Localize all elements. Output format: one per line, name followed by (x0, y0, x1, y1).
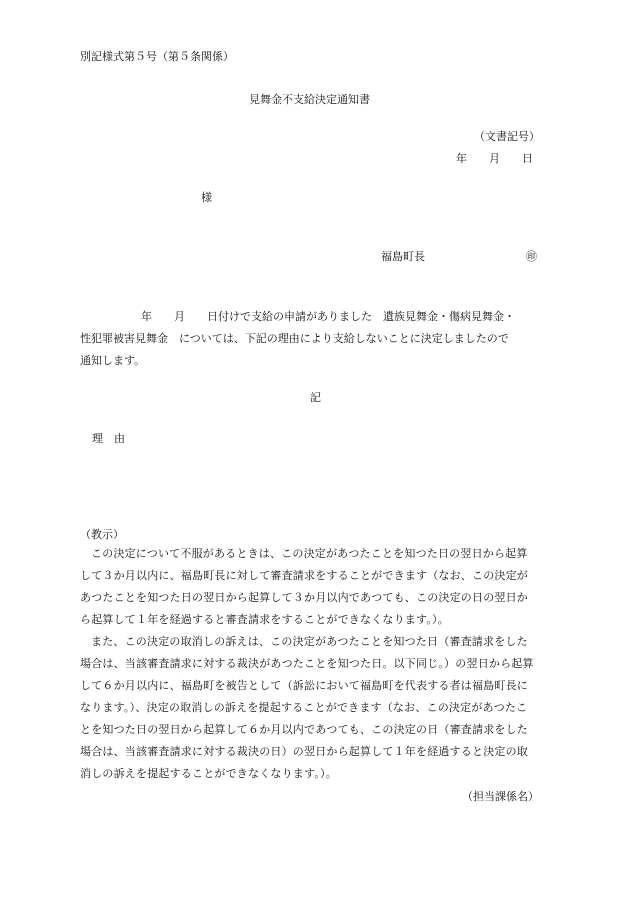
notice-paragraph-1 (80, 543, 556, 631)
addressee-suffix: 様 (201, 191, 212, 204)
ki-heading: 記 (310, 391, 321, 404)
contact-department: （担当課係名） (462, 790, 539, 803)
issue-date: 年 月 日 (456, 152, 533, 165)
notice-paragraph-2 (80, 631, 556, 785)
intro-line-1: 年 月 日付けで支給の申請がありました 遺族見舞金・傷病見舞金・ (141, 310, 515, 323)
issuer-name: 福島町長 (381, 250, 425, 263)
notice-p2-line: して６か月以内に、福島町を被告として（訴訟において福島町を代表する者は福島町長に (80, 679, 528, 692)
document-number: （文書記号） (474, 130, 540, 143)
intro-line-3: 通知します。 (80, 354, 146, 367)
notice-p1-line: あつたことを知つた日の翌日から起算して３か月以内であつても、この決定の日の翌日か (80, 591, 528, 604)
notice-p2-line: なります。）、決定の取消しの訴えを提起することができます（なお、この決定があつたこ (80, 701, 528, 714)
notice-p2-line: また、この決定の取消しの訴えは、この決定があつたことを知つた日（審査請求をした (91, 635, 528, 648)
reason-label: 理 由 (92, 432, 125, 445)
notice-heading: （教示） (80, 528, 124, 541)
notice-p2-line: とを知つた日の翌日から起算して６か月以内であつても、この決定の日（審査請求をした (80, 723, 528, 736)
notice-p1-line: この決定について不服があるときは、この決定があつたことを知つた日の翌日から起算 (91, 547, 528, 560)
document-title: 見舞金不支給決定通知書 (249, 93, 370, 106)
notice-p2-line: 場合は、当該審査請求に対する裁決があつたことを知つた日。以下同じ。）の翌日から起算 (80, 657, 534, 670)
notice-p2-line: 消しの訴えを提起することができなくなります。）。 (80, 767, 337, 780)
form-label: 別記様式第５号（第５条関係） (80, 50, 234, 63)
notice-p1-line: ら起算して１年を経過すると審査請求をすることができなくなります。）。 (80, 613, 449, 626)
notice-p2-line: 場合は、当該審査請求に対する裁決の日）の翌日から起算して１年を経過すると決定の取 (80, 745, 528, 758)
intro-line-2: 性犯罪被害見舞金 については、下記の理由により支給しないことに決定しましたので (80, 332, 509, 345)
seal-mark: ㊞ (526, 250, 537, 263)
notice-p1-line: して３か月以内に、福島町長に対して審査請求をすることができます（なお、この決定が (80, 569, 528, 582)
